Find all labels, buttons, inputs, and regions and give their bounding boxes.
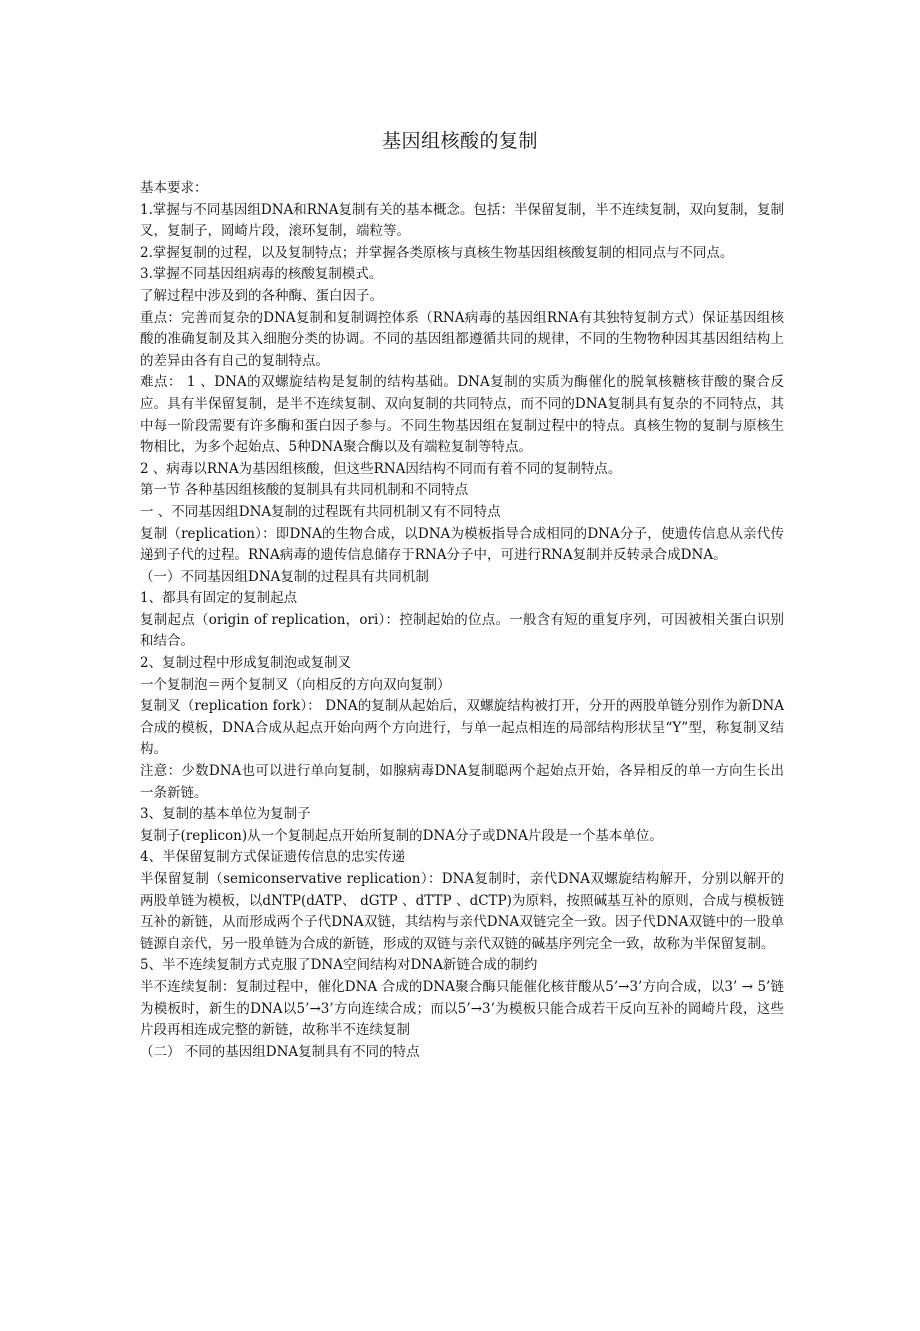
note-paragraph: 注意：少数DNA也可以进行单向复制，如腺病毒DNA复制聪两个起始点开始，各异相反的单一方向生长出一条新链。 bbox=[140, 763, 784, 801]
paragraph: 了解过程中涉及到的各种酶、蛋白因子。 bbox=[140, 287, 383, 304]
subsection-heading: 一 、不同基因组DNA复制的过程既有共同机制又有不同特点 bbox=[140, 503, 501, 520]
list-heading: 1、都具有固定的复制起点 bbox=[140, 590, 298, 607]
subsection-heading: （二） 不同的基因组DNA复制具有不同的特点 bbox=[140, 1043, 420, 1060]
paragraph: 难点： 1 、DNA的双螺旋结构是复制的结构基础。DNA复制的实质为酶催化的脱氧核糖核苷酸的聚合反应。具有半保留复制，是半不连续复制、双向复制的共同特点，而不同的DNA复制具有复杂的不同特点，其中每一阶段需要有许多酶和蛋白因子参与。不同生物基因组在复制过程中的特点。真核生物的复制与原核生物相比，为多个起始点、5种DNA聚合酶以及有端粒复制等特点。 bbox=[140, 374, 784, 456]
list-heading: 2、复制过程中形成复制泡或复制叉 bbox=[140, 655, 352, 672]
paragraph: 3.掌握不同基因组病毒的核酸复制模式。 bbox=[140, 266, 383, 283]
paragraph: 复制叉（replication fork）： DNA的复制从起始后，双螺旋结构被打开，分开的两股单链分别作为新DNA合成的模板，DNA合成从起点开始向两个方向进行，与单一起点相连的局部结构形状呈“Y”型，称复制叉结构。 bbox=[140, 698, 784, 758]
paragraph: 半保留复制（semiconservative replication）：DNA复制时，亲代DNA双螺旋结构解开，分别以解开的两股单链为模板，以dNTP(dATP、 dGTP 、dTTP 、dCTP)为原料，按照碱基互补的原则，合成与模板链互补的新链，从而形成两个子代DNA双链，其结构与亲代DNA双链完全一致。因子代DNA双链中的一股单链源自亲代，另一股单链为合成的新链，形成的双链与亲代双链的碱基序列完全一致，故称为半保留复制。 bbox=[140, 871, 784, 952]
page-title: 基因组核酸的复制 bbox=[381, 130, 538, 152]
list-heading: 3、复制的基本单位为复制子 bbox=[140, 806, 311, 823]
paragraph: 2.掌握复制的过程，以及复制特点；并掌握各类原核与真核生物基因组核酸复制的相同点与不同点。 bbox=[140, 244, 734, 261]
paragraph: 半不连续复制：复制过程中，催化DNA 合成的DNA聚合酶只能催化核苷酸从5’→3’方向合成，以3’ → 5’链为模板时，新生的DNA以5’→3’方向连续合成；而以5’→3’为模板只能合成若干反向互补的岡崎片段，这些片段再相连成完整的新链，故称半不连续复制 bbox=[140, 978, 784, 1039]
paragraph: 复制子(replicon)从一个复制起点开始所复制的DNA分子或DNA片段是一个基本单位。 bbox=[140, 827, 663, 844]
paragraph: 重点：完善而复杂的DNA复制和复制调控体系（RNA病毒的基因组RNA有其独特复制方式）保证基因组核酸的准确复制及其入细胞分类的协调。不同的基因组都遵循共同的规律，不同的生物物种因其基因组结构上的差异由各有自己的复制特点。 bbox=[140, 309, 784, 369]
section-heading: 第一节 各种基因组核酸的复制具有共同机制和不同特点 bbox=[140, 482, 469, 499]
paragraph: 复制起点（origin of replication，ori）：控制起始的位点。一般含有短的重复序列，可因被相关蛋白识别和结合。 bbox=[140, 611, 784, 650]
paragraph: 基本要求： bbox=[140, 180, 208, 196]
subsection-heading: （一）不同基因组DNA复制的过程具有共同机制 bbox=[140, 568, 429, 585]
list-heading: 5、半不连续复制方式克服了DNA空间结构对DNA新链合成的制约 bbox=[140, 957, 538, 974]
paragraph: 1.掌握与不同基因组DNA和RNA复制有关的基本概念。包括：半保留复制，半不连续复制，双向复制，复制叉，复制子，岡崎片段，滚环复制，端粒等。 bbox=[140, 201, 784, 240]
paragraph: 2 、病毒以RNA为基因组核酸，但这些RNA因结构不同而有着不同的复制特点。 bbox=[140, 460, 622, 477]
document-body bbox=[140, 178, 784, 1063]
paragraph: 复制（replication）：即DNA的生物合成，以DNA为模板指导合成相同的DNA分子，使遗传信息从亲代传递到子代的过程。RNA病毒的遗传信息储存于RNA分子中，可进行RNA复制并反转录合成DNA。 bbox=[140, 525, 784, 564]
paragraph: 一个复制泡＝两个复制叉（向相反的方向双向复制） bbox=[140, 676, 451, 693]
list-heading: 4、半保留复制方式保证遗传信息的忠实传递 bbox=[140, 849, 406, 866]
